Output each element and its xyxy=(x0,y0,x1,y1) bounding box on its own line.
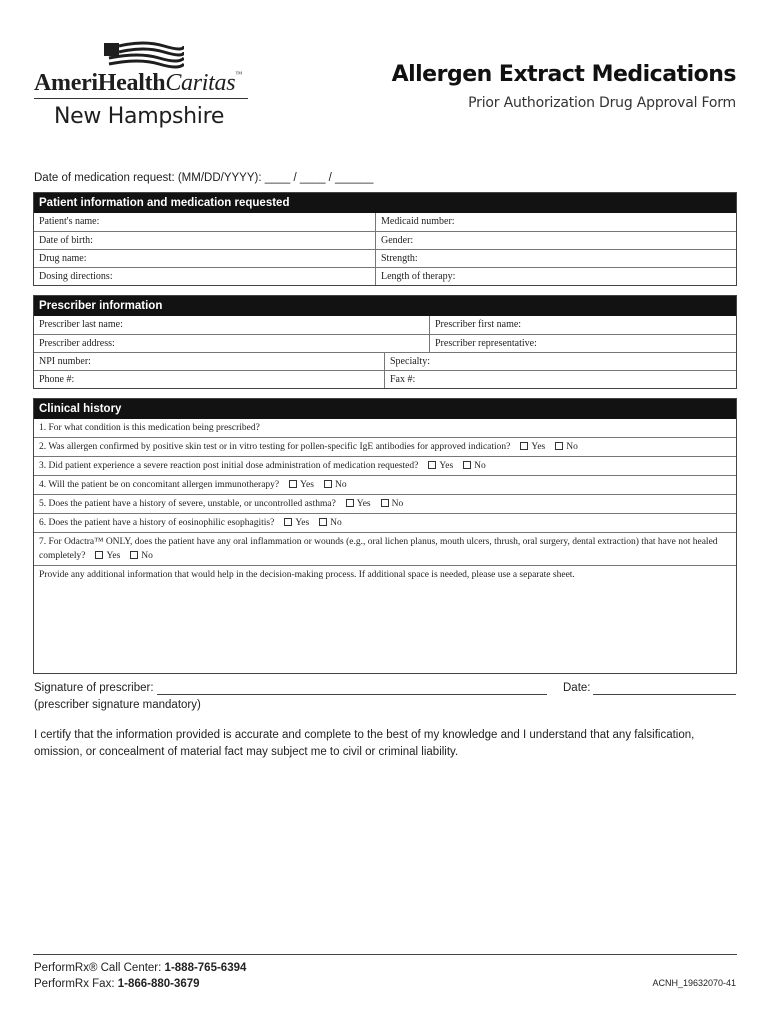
prescriber-first-name-field[interactable]: Prescriber first name: xyxy=(429,316,736,334)
no-label: No xyxy=(141,551,153,561)
prescriber-last-name-field[interactable]: Prescriber last name: xyxy=(39,319,123,330)
question-4 xyxy=(34,475,736,494)
fax-field[interactable]: Fax #: xyxy=(384,371,736,388)
brand-name: AmeriHealthCaritas™ xyxy=(34,70,242,96)
yes-label: Yes xyxy=(439,461,454,471)
section-heading: Patient information and medication requested xyxy=(34,193,736,213)
no-checkbox[interactable] xyxy=(555,442,563,450)
no-checkbox[interactable] xyxy=(319,518,327,526)
document-id: ACNH_19632070-41 xyxy=(652,978,736,988)
fax-line xyxy=(34,978,200,990)
question-6 xyxy=(34,513,736,532)
section-heading: Clinical history xyxy=(34,399,736,419)
no-checkbox[interactable] xyxy=(463,461,471,469)
signature-label: Signature of prescriber: xyxy=(34,682,154,694)
yes-label: Yes xyxy=(300,480,314,490)
patient-name-field[interactable]: Patient's name: xyxy=(39,216,100,227)
npi-number-field[interactable]: NPI number: xyxy=(39,356,91,367)
no-label: No xyxy=(566,442,578,452)
form-subtitle: Prior Authorization Drug Approval Form xyxy=(468,95,736,111)
dosing-directions-field[interactable]: Dosing directions: xyxy=(39,271,113,282)
no-checkbox[interactable] xyxy=(130,551,138,559)
no-label: No xyxy=(474,461,486,471)
call-center-number: 1-888-765-6394 xyxy=(164,962,247,974)
question-text: 6. Does the patient have a history of eosinophilic esophagitis? xyxy=(39,518,275,528)
table-row xyxy=(34,231,736,249)
state-name: New Hampshire xyxy=(54,104,225,129)
question-text: 4. Will the patient be on concomitant allergen immunotherapy? xyxy=(39,480,280,490)
prescriber-section xyxy=(33,295,737,389)
prescriber-address-field[interactable]: Prescriber address: xyxy=(39,338,115,349)
table-row xyxy=(34,370,736,388)
question-3 xyxy=(34,456,736,475)
gender-field[interactable]: Gender: xyxy=(375,232,736,249)
call-center-line xyxy=(34,962,246,974)
prescriber-representative-field[interactable]: Prescriber representative: xyxy=(429,335,736,352)
question-5 xyxy=(34,494,736,513)
table-row xyxy=(34,249,736,267)
question-text: 3. Did patient experience a severe reaction post initial dose administration of medication requested? xyxy=(39,461,419,471)
date-of-birth-field[interactable]: Date of birth: xyxy=(39,235,93,246)
phone-field[interactable]: Phone #: xyxy=(39,374,75,385)
yes-label: Yes xyxy=(531,442,546,452)
question-2 xyxy=(34,437,736,456)
question-text: 7. For Odactra™ ONLY, does the patient have any oral inflammation or wounds (e.g., oral lichen planus, mouth ulcers, thrush, oral surgery, dental extraction) that have not healed completely? xyxy=(39,537,718,561)
table-row xyxy=(34,213,736,231)
strength-field[interactable]: Strength: xyxy=(375,250,736,267)
yes-label: Yes xyxy=(295,518,310,528)
no-label: No xyxy=(334,480,347,490)
signature-field[interactable] xyxy=(157,694,547,695)
fax-number: 1-866-880-3679 xyxy=(117,978,200,990)
date-request-field[interactable]: Date of medication request: (MM/DD/YYYY): ____ / ____ / ______ xyxy=(34,172,374,184)
form-title: Allergen Extract Medications xyxy=(391,62,736,87)
company-logo xyxy=(34,40,254,135)
no-checkbox[interactable] xyxy=(324,480,332,488)
yes-label: Yes xyxy=(106,551,121,561)
table-row xyxy=(34,334,736,352)
table-row xyxy=(34,316,736,334)
specialty-field[interactable]: Specialty: xyxy=(384,353,736,370)
date-label: Date: xyxy=(563,682,591,694)
yes-label: Yes xyxy=(356,499,371,509)
question-7 xyxy=(34,532,736,565)
fax-label: PerformRx Fax: xyxy=(34,978,118,990)
length-of-therapy-field[interactable]: Length of therapy: xyxy=(375,268,736,285)
patient-section xyxy=(33,192,737,286)
table-row xyxy=(34,352,736,370)
table-row xyxy=(34,267,736,285)
signature-note: (prescriber signature mandatory) xyxy=(34,699,201,711)
date-field[interactable] xyxy=(593,694,736,695)
section-heading: Prescriber information xyxy=(34,296,736,316)
question-text: 1. For what condition is this medication being prescribed? xyxy=(39,423,260,433)
yes-checkbox[interactable] xyxy=(289,480,297,488)
logo-divider xyxy=(34,98,248,99)
call-center-label: PerformRx® Call Center: xyxy=(34,962,165,974)
question-1[interactable] xyxy=(34,419,736,437)
yes-checkbox[interactable] xyxy=(346,499,354,507)
drug-name-field[interactable]: Drug name: xyxy=(39,253,87,264)
question-text: 5. Does the patient have a history of severe, unstable, or uncontrolled asthma? xyxy=(39,499,336,509)
clinical-history-section xyxy=(33,398,737,674)
medicaid-number-field[interactable]: Medicaid number: xyxy=(375,213,736,231)
yes-checkbox[interactable] xyxy=(428,461,436,469)
no-label: No xyxy=(330,518,342,528)
yes-checkbox[interactable] xyxy=(284,518,292,526)
question-text: 2. Was allergen confirmed by positive skin test or in vitro testing for pollen-specific IgE antibodies for approved indication? xyxy=(39,442,511,452)
flag-icon xyxy=(104,40,184,70)
yes-checkbox[interactable] xyxy=(95,551,103,559)
no-checkbox[interactable] xyxy=(381,499,389,507)
yes-checkbox[interactable] xyxy=(520,442,528,450)
certification-statement: I certify that the information provided is accurate and complete to the best of my knowledge and I understand that any falsification, omission, or concealment of material fact may subject me to civil or criminal liability. xyxy=(34,729,695,758)
additional-info-field[interactable]: Provide any additional information that would help in the decision-making process. If additional space is needed, please use a separate sheet. xyxy=(34,565,736,673)
footer-divider xyxy=(33,954,737,955)
no-label: No xyxy=(391,499,404,509)
